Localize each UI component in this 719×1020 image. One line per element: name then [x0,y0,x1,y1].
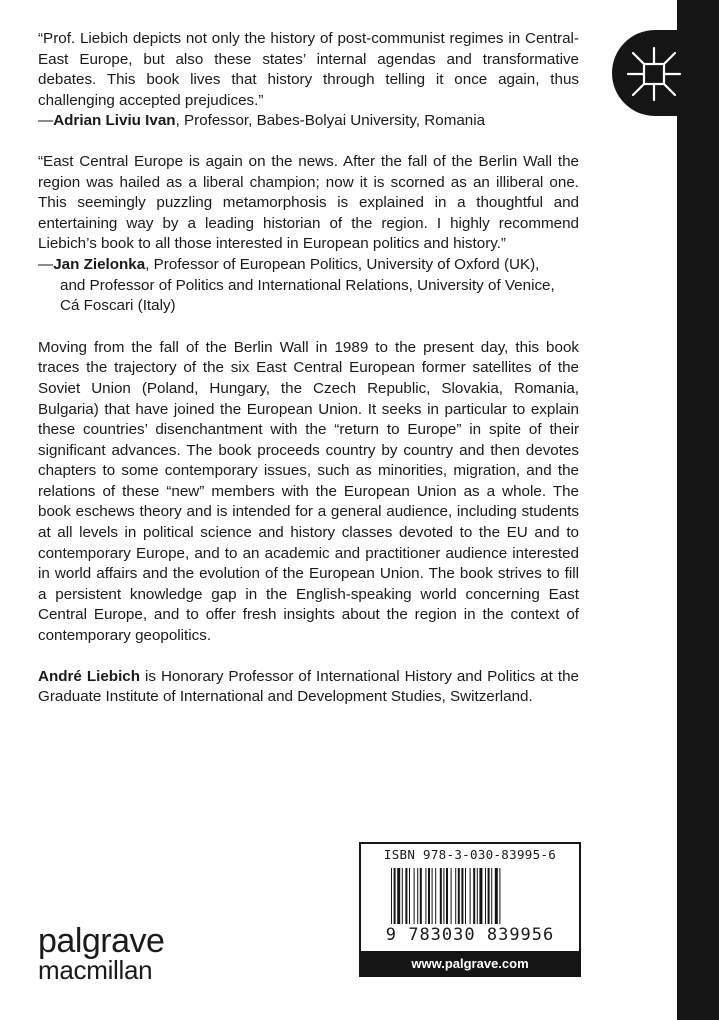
endorser-name: Adrian Liviu Ivan [53,112,176,130]
endorsement-2 [38,152,579,317]
author-name: André Liebich [38,667,141,685]
series-logo-tab [612,30,719,116]
author-bio: André Liebich is Honorary Professor of International History and Politics at the Graduate Institute of International and Development Studies, Switzerland. [38,667,579,706]
endorsement-attribution: —Jan Zielonka, Professor of European Politics, University of Oxford (UK), and Professor of Politics and International Relations, University of Venice, Cá Foscari (Italy) [38,255,555,315]
publisher-logo [38,922,165,985]
network-node-icon [624,44,684,104]
book-description: Moving from the fall of the Berlin Wall in 1989 to the present day, this book traces the trajectory of the six East Central European former satellites of the Soviet Union (Poland, Hungary, the Czech Republic, Slovakia, Romania, Bulgaria) that have joined the European Union. It seeks in particular to explain these countries’ disenchantment with the “return to Europe” in spite of their significant advances. The book proceeds country by country and then devotes chapters to some contemporary issues, such as minorities, migration, and the relations of these “new” members with the European Union as a whole. The book eschews theory and is intended for a general audience, including students at all levels in political science and history classes devoted to the EU and to contemporary Europe, and to an academic and practitioner audience interested in world affairs and the evolution of the European Union. The book strives to fill a persistent knowledge gap in the English-speaking world concerning East Central Europe, and to offer fresh insights about the region in the context of contemporary geopolitics. [38,338,579,645]
endorsement-quote: “East Central Europe is again on the news. After the fall of the Berlin Wall the region was hailed as a liberal champion; now it is scorned as an illiberal one. This seemingly puzzling metamorphosis is explained in a thoughtful and entertaining way by a leading historian of the region. I highly recommend Liebich’s book to all those interested in European politics and history.” [38,152,579,253]
spine-bar [677,0,719,1020]
isbn-digits: 9 783030 839956 [385,925,555,945]
publisher-website[interactable]: www.palgrave.com [359,951,581,977]
isbn-barcode-box [359,842,581,954]
endorsement-quote: “Prof. Liebich depicts not only the history of post-communist regimes in Central-East Europe, but also these states’ internal agendas and transformative debates. This book lives that history through telling it once again, thus challenging accepted prejudices.” [38,30,579,109]
publisher-logo-line2: macmillan [38,955,153,985]
cover-text [38,29,579,728]
endorsement-1 [38,29,579,132]
barcode-icon [391,868,549,924]
publisher-logo-line1: palgrave [38,922,165,960]
endorser-name: Jan Zielonka [53,255,146,273]
endorsement-attribution: —Adrian Liviu Ivan, Professor, Babes-Bolyai University, Romania [38,112,486,130]
isbn-label: ISBN 978-3-030-83995-6 [383,847,557,862]
